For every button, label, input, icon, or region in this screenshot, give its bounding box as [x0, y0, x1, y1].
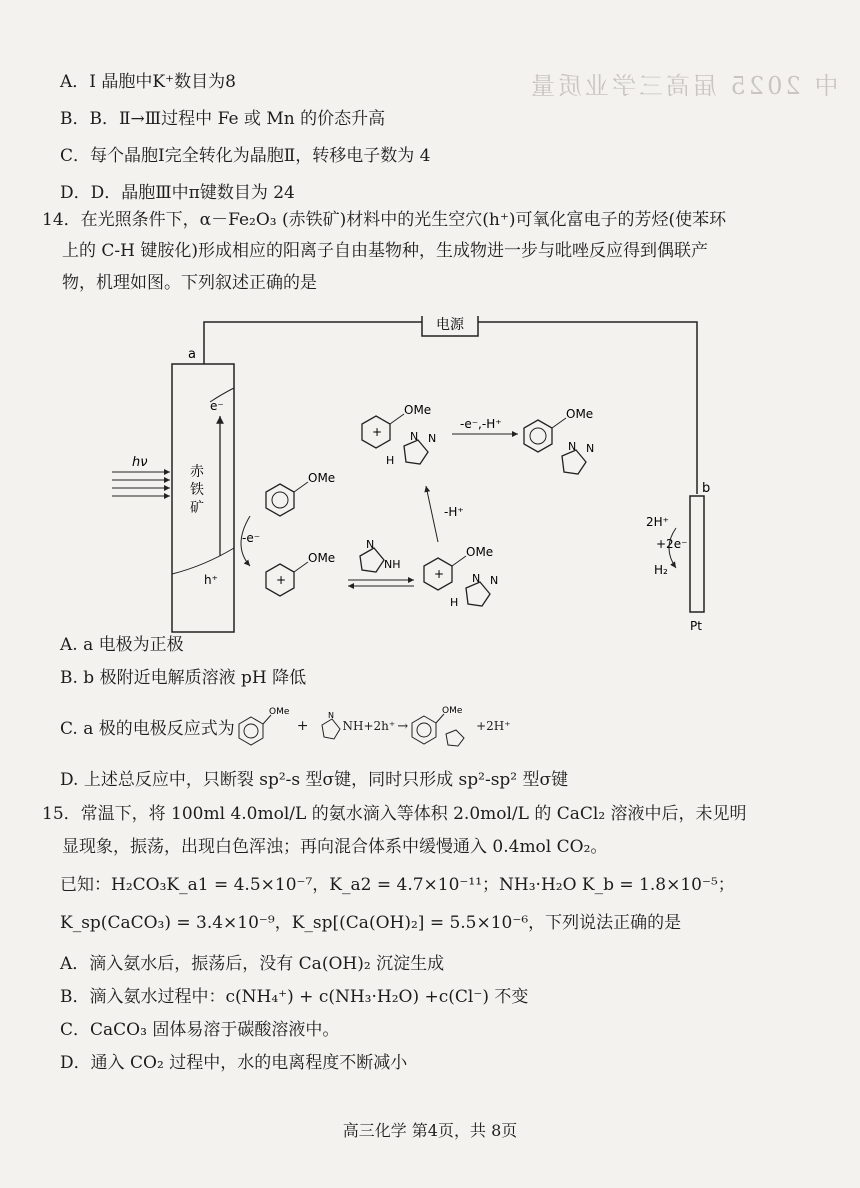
- pt-label: Pt: [690, 619, 702, 633]
- plus-sign: +: [296, 718, 309, 734]
- pyrazole-n-label: N: [428, 432, 437, 445]
- q15-stem-line-2: 显现象，振荡，出现白色浑浊；再向混合体系中缓慢通入 0.4mol CO₂。: [62, 837, 608, 857]
- light-label: hν: [132, 455, 148, 470]
- hematite-char: 矿: [190, 500, 204, 516]
- q14-stem-line-2: 上的 C-H 键胺化)形成相应的阳离子自由基物种，生成物进一步与吡唑反应得到偶联产: [62, 241, 709, 261]
- q13-option-a: A．Ⅰ 晶胞中K⁺数目为8: [60, 72, 236, 92]
- q15-option-b: B．滴入氨水过程中：c(NH₄⁺) + c(NH₃·H₂O) +c(Cl⁻) 不变: [60, 987, 529, 1007]
- adduct-plus: +: [434, 567, 445, 581]
- product-ring: [524, 420, 552, 452]
- q14-option-c-prefix: C. a 极的电极反应式为: [60, 718, 235, 739]
- cation-plus: +: [276, 573, 287, 587]
- anisole-structure: [235, 705, 289, 747]
- product-ring-circle: [530, 428, 546, 444]
- electron-label: e⁻: [210, 399, 224, 413]
- hematite-char: 铁: [190, 482, 204, 498]
- q13-option-b: B．B．Ⅱ→Ⅲ过程中 Fe 或 Mn 的价态升高: [60, 109, 386, 129]
- power-source-label: 电源: [436, 317, 464, 333]
- hematite-char: 赤: [190, 464, 204, 480]
- pyrazole-nh-label: NH: [384, 558, 401, 571]
- intermediate-pyrazole-ring: [404, 440, 428, 464]
- q14-stem-line-3: 物，机理如图。下列叙述正确的是: [62, 273, 317, 293]
- deprotonation-arrow: [426, 486, 438, 542]
- adduct-pyrazole-ring: [466, 582, 490, 606]
- electrode-b-label: b: [702, 481, 711, 496]
- pyrazole-n-label: N: [410, 430, 419, 443]
- ome-label: OMe: [308, 551, 336, 565]
- q13-option-d: D．D．晶胞Ⅲ中π键数目为 24: [60, 183, 295, 203]
- q15-option-d: D．通入 CO₂ 过程中，水的电离程度不断减小: [60, 1053, 408, 1073]
- pyrazole-n-label: N: [490, 574, 499, 587]
- q15-option-a: A．滴入氨水后，振荡后，没有 Ca(OH)₂ 沉淀生成: [60, 954, 445, 974]
- h-label: H: [450, 596, 459, 609]
- ome-label: OMe: [404, 403, 432, 417]
- bond: [390, 414, 404, 424]
- q15-known-line-2: K_sp(CaCO₃) = 3.4×10⁻⁹，K_sp[(Ca(OH)₂] = 5.5×10⁻⁶，下列说法正确的是: [60, 913, 682, 933]
- svg-text:OMe: OMe: [268, 707, 289, 717]
- anisole-ring: [266, 484, 294, 516]
- pyrazole-structure: [316, 709, 342, 743]
- mechanism-diagram: [92, 316, 742, 636]
- q14-option-c: [60, 704, 511, 748]
- bond: [294, 482, 308, 492]
- anisole-ring-circle: [272, 492, 288, 508]
- q15-known-line-1: 已知：H₂CO₃K_a1 = 4.5×10⁻⁷，K_a2 = 4.7×10⁻¹¹；NH₃·H₂O K_b = 1.8×10⁻⁵；: [60, 875, 735, 895]
- product-structure: [410, 704, 476, 748]
- svg-text:N: N: [328, 711, 335, 720]
- intermediate-plus: +: [372, 425, 383, 439]
- pt-electrode: [690, 496, 704, 612]
- proton-label: 2H⁺: [646, 515, 669, 529]
- pyrazole-n-label: N: [568, 440, 577, 453]
- q15-option-c: C．CaCO₃ 固体易溶于碳酸溶液中。: [60, 1020, 340, 1040]
- h-label: H: [386, 454, 395, 467]
- ome-label: OMe: [466, 545, 494, 559]
- q15-stem-line-1: 15．常温下，将 100ml 4.0mol/L 的氨水滴入等体积 2.0mol/L 的 CaCl₂ 溶液中后，未见明: [42, 804, 747, 824]
- minus-e-h-label: -e⁻,-H⁺: [460, 417, 502, 431]
- pyrazole-n-label: N: [366, 538, 375, 551]
- bond: [552, 418, 566, 428]
- bond: [294, 562, 308, 572]
- hole-label: h⁺: [204, 573, 218, 587]
- q14-option-b: B. b 极附近电解质溶液 pH 降低: [60, 668, 307, 688]
- bond: [452, 556, 466, 566]
- reaction-arrow: →: [397, 718, 409, 734]
- q13-option-c: C．每个晶胞Ⅰ完全转化为晶胞Ⅱ，转移电子数为 4: [60, 146, 431, 166]
- two-electrons-label: +2e⁻: [656, 537, 688, 551]
- pyrazole-ring: [360, 548, 384, 572]
- minus-e-label: -e⁻: [242, 531, 261, 545]
- hydrogen-label: H₂: [654, 563, 668, 577]
- pyrazole-n-label: N: [586, 442, 595, 455]
- product-tail: +2H⁺: [476, 719, 511, 733]
- page-footer: 高三化学 第4页，共 8页: [342, 1121, 518, 1140]
- ome-label: OMe: [308, 471, 336, 485]
- reagent-text: NH+2h⁺: [342, 719, 396, 733]
- hematite-electrode: [172, 364, 234, 632]
- minus-h-label: -H⁺: [444, 505, 464, 519]
- bleed-through-header: 中 2025 届高三学业质量: [527, 72, 838, 100]
- electrode-a-label: a: [188, 347, 196, 362]
- q14-stem-line-1: 14．在光照条件下，α－Fe₂O₃ (赤铁矿)材料中的光生空穴(h⁺)可氧化富电子的芳烃(使苯环: [42, 210, 727, 230]
- q14-option-d: D. 上述总反应中，只断裂 sp²-s 型σ键，同时只形成 sp²-sp² 型σ键: [60, 770, 569, 790]
- q14-option-a: A. a 电极为正极: [60, 635, 184, 655]
- pyrazole-n-label: N: [472, 572, 481, 585]
- svg-text:OMe: OMe: [442, 706, 463, 716]
- ome-label: OMe: [566, 407, 594, 421]
- product-pyrazole-ring: [562, 450, 586, 474]
- circuit-wire: [204, 322, 422, 364]
